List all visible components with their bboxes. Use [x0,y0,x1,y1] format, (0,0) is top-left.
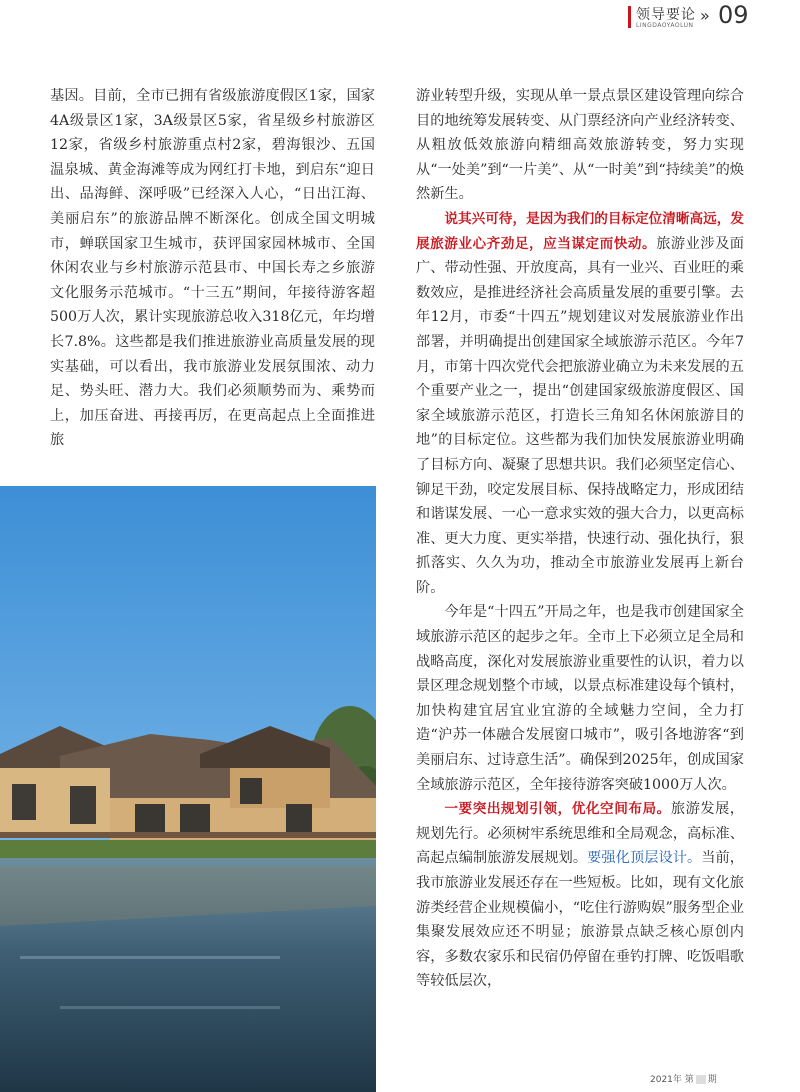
section-pinyin: LINGDAOYAOLUN [636,22,694,29]
chevron-icon: » [700,6,710,25]
paragraph [416,207,744,601]
page-header [0,0,800,40]
left-column [50,84,375,453]
section-title: 领导要论 [636,7,696,23]
paragraph: 今年是“十四五”开局之年，也是我市创建国家全域旅游示范区的起步之年。全市上下必须立足全局和战略高度，深化对发展旅游业重要性的认识，着力以景区理念规划整个市域，以景点标准建设每个镇村，加快构建宜居宜业宜游的全域魅力空间，全力打造“沪苏一体融合发展窗口城市”，吸引各地游客“到美丽启东、过诗意生活”。确保到2025年，创成国家全域旅游示范区，全年接待游客突破1000万人次。 [416,604,744,793]
paragraph [416,797,744,994]
paragraph-body: 旅游发展，规划先行。必须树牢系统思维和全局观念，高标准、高起点编制旅游发展规划。 [416,801,744,867]
issue-suffix: 期 [707,1075,717,1085]
paragraph-body: 当前，我市旅游业发展还存在一些短板。比如，现有文化旅游类经营企业规模偏小，“吃住行游购娱”服务型企业集聚发展效应还不明显；旅游景点缺乏核心原创内容，多数农家乐和民宿仍停留在垂钓打牌、吃饭唱歌等较低层次， [416,850,744,990]
page-footer [650,1072,717,1085]
issue-year: 2021年 第 [650,1075,694,1085]
emphasis-text: 要强化顶层设计。 [587,850,702,867]
page-number: 09 [718,1,749,29]
paragraph-body: 旅游业涉及面广、带动性强、开放度高，具有一业兴、百业旺的乘数效应，是推进经济社会高质量发展的重要引擎。去年12月，市委“十四五”规划建议对发展旅游业作出部署，并明确提出创建国家全域旅游示范区。今年7月，市第十四次党代会把旅游业确立为未来发展的五个重要产业之一，提出“创建国家级旅游度假区、国家全域旅游示范区，打造长三角知名休闲旅游目的地”的目标定位。这些都为我们加快发展旅游业明确了目标方向、凝聚了思想共识。我们必须坚定信心、铆足干劲，咬定发展目标、保持战略定力，形成团结和谐谋发展、一心一意求实效的强大合力，以更高标准、更大力度、更实举措，快速行动、强化执行，狠抓落实、久久为功，推动全市旅游业发展再上新台阶。 [416,235,744,596]
paragraph: 游业转型升级，实现从单一景点景区建设管理向综合目的地统筹发展转变、从门票经济向产业经济转变、从粗放低效旅游向精细高效旅游转变，努力实现从“一处美”到“一片美”、从“一时美”到“持续美”的焕然新生。 [416,88,744,203]
section-marker [628,6,631,28]
highlight-heading: 一要突出规划引领，优化空间布局。 [444,801,671,818]
highlight-heading: 说其兴可待，是因为我们的目标定位清晰高远，发展旅游业心齐劲足，应当谋定而快动。 [416,210,744,252]
issue-number-box [696,1075,706,1084]
resort-photo [0,486,376,1092]
right-column [416,84,744,994]
paragraph: 基因。目前，全市已拥有省级旅游度假区1家，国家4A级景区1家，3A级景区5家，省星级乡村旅游区12家，省级乡村旅游重点村2家，碧海银沙、五国温泉城、黄金海滩等成为网红打卡地，到启东“迎日出、品海鲜、深呼吸”已经深入人心，“日出江海、美丽启东”的旅游品牌不断深化。创成全国文明城市，蝉联国家卫生城市，获评国家园林城市、全国休闲农业与乡村旅游示范县市、中国长寿之乡旅游文化服务示范城市。“十三五”期间，年接待游客超500万人次，累计实现旅游总收入318亿元，年均增长7.8%。这些都是我们推进旅游业高质量发展的现实基础，可以看出，我市旅游业发展氛围浓、动力足、势头旺、潜力大。我们必须顺势而为、乘势而上，加压奋进、再接再厉，在更高起点上全面推进旅 [50,88,375,449]
